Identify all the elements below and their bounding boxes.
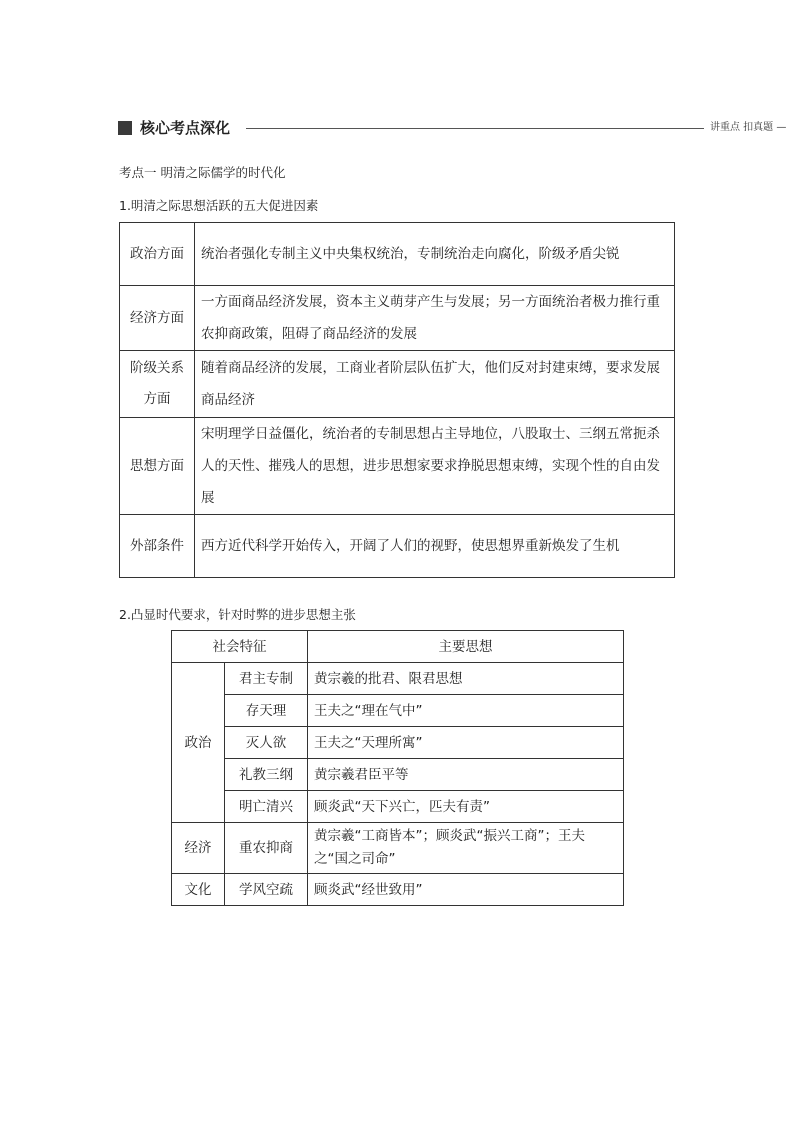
table1-caption: 1.明清之际思想活跃的五大促进因素 <box>119 198 319 213</box>
group-economy: 经济 <box>172 823 225 874</box>
table-row <box>172 727 624 759</box>
feature-cell: 学风空疏 <box>225 874 308 906</box>
row-content: 西方近代科学开始传入，开阔了人们的视野，使思想界重新焕发了生机 <box>195 515 675 578</box>
thought-cell: 黄宗羲的批君、限君思想 <box>308 663 624 695</box>
feature-cell: 明亡清兴 <box>225 791 308 823</box>
header-tagline: 讲重点 扣真题 — <box>710 122 787 133</box>
table-row <box>172 663 624 695</box>
header-feature: 社会特征 <box>172 631 308 663</box>
table-header-row <box>172 631 624 663</box>
table-row <box>172 791 624 823</box>
thought-cell: 王夫之“天理所寓” <box>308 727 624 759</box>
table-row <box>120 515 675 578</box>
feature-cell: 灭人欲 <box>225 727 308 759</box>
row-label: 思想方面 <box>120 418 195 515</box>
table-row <box>120 223 675 286</box>
thoughts-table <box>171 630 624 906</box>
table-row <box>172 759 624 791</box>
row-label: 外部条件 <box>120 515 195 578</box>
thought-cell: 黄宗羲君臣平等 <box>308 759 624 791</box>
section-header <box>118 118 787 138</box>
group-culture: 文化 <box>172 874 225 906</box>
section-title: 核心考点深化 <box>140 119 231 137</box>
table-row <box>172 695 624 727</box>
header-rule <box>246 128 704 129</box>
group-politics: 政治 <box>172 663 225 823</box>
factors-table <box>119 222 675 578</box>
feature-cell: 重农抑商 <box>225 823 308 874</box>
square-bullet-icon <box>118 121 132 135</box>
feature-cell: 君主专制 <box>225 663 308 695</box>
table-row <box>120 351 675 418</box>
thought-cell: 黄宗羲“工商皆本”；顾炎武“振兴工商”；王夫之“国之司命” <box>308 823 624 874</box>
thought-cell: 顾炎武“经世致用” <box>308 874 624 906</box>
row-label: 政治方面 <box>120 223 195 286</box>
feature-cell: 礼教三纲 <box>225 759 308 791</box>
table-row <box>120 286 675 351</box>
header-thought: 主要思想 <box>308 631 624 663</box>
row-label: 阶级关系方面 <box>120 351 195 418</box>
thought-cell: 顾炎武“天下兴亡，匹夫有责” <box>308 791 624 823</box>
row-content: 统治者强化专制主义中央集权统治，专制统治走向腐化，阶级矛盾尖锐 <box>195 223 675 286</box>
table2-caption: 2.凸显时代要求，针对时弊的进步思想主张 <box>119 607 356 622</box>
thought-cell: 王夫之“理在气中” <box>308 695 624 727</box>
row-content: 宋明理学日益僵化，统治者的专制思想占主导地位，八股取士、三纲五常扼杀人的天性、摧残人的思想，进步思想家要求挣脱思想束缚，实现个性的自由发展 <box>195 418 675 515</box>
feature-cell: 存天理 <box>225 695 308 727</box>
table-row <box>172 874 624 906</box>
row-label: 经济方面 <box>120 286 195 351</box>
table-row <box>172 823 624 874</box>
row-content: 一方面商品经济发展，资本主义萌芽产生与发展；另一方面统治者极力推行重农抑商政策，阻碍了商品经济的发展 <box>195 286 675 351</box>
table-row <box>120 418 675 515</box>
topic-heading: 考点一 明清之际儒学的时代化 <box>119 165 286 180</box>
row-content: 随着商品经济的发展，工商业者阶层队伍扩大，他们反对封建束缚，要求发展商品经济 <box>195 351 675 418</box>
